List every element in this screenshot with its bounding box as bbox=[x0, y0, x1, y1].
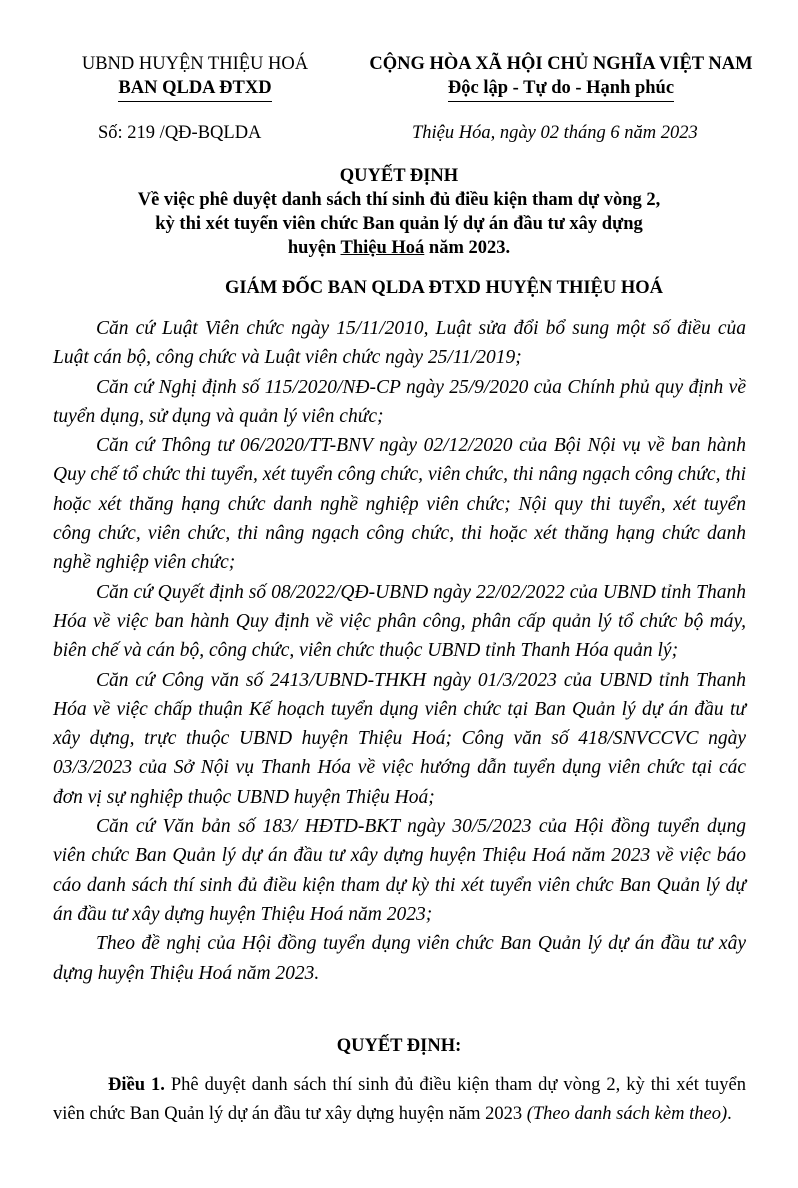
director-heading: GIÁM ĐỐC BAN QLDA ĐTXD HUYỆN THIỆU HOÁ bbox=[224, 278, 664, 298]
agency-name: BAN QLDA ĐTXD bbox=[118, 78, 272, 98]
decision-heading: QUYẾT ĐỊNH: bbox=[336, 1036, 462, 1056]
basis-paragraph: Căn cứ Luật Viên chức ngày 15/11/2010, Luật sửa đổi bổ sung một số điều của Luật cán bộ, công chức và Luật viên chức ngày 25/11/2019; bbox=[53, 318, 746, 369]
number-date-row bbox=[0, 121, 798, 145]
document-title bbox=[40, 164, 758, 260]
basis-paragraph: Căn cứ Thông tư 06/2020/TT-BNV ngày 02/12/2020 của Bội Nội vụ về ban hành Quy chế tổ chức thi tuyển, xét tuyển công chức, viên chức, thi nâng ngạch công chức, thi hoặc xét thăng hạng chức danh nghề nghiệp viên chức; Nội quy thi tuyển, xét tuyển công chức, viên chức, thi nâng ngạch công chức, thi hoặc xét thăng hạng chức danh nghề nghiệp viên chức; bbox=[53, 435, 746, 574]
basis-paragraph: Căn cứ Công văn số 2413/UBND-THKH ngày 01/3/2023 của UBND tỉnh Thanh Hóa về việc chấp thuận Kế hoạch tuyển dụng viên chức tại Ban Quản lý dự án đầu tư xây dựng, trực thuộc UBND huyện Thiệu Hoá; Công văn số 418/SNVCCVC ngày 03/3/2023 của Sở Nội vụ Thanh Hóa về việc hướng dẫn tuyển dụng viên chức tại các đơn vị sự nghiệp thuộc UBND huyện Thiệu Hoá; bbox=[53, 669, 746, 808]
title-line-1: Về việc phê duyệt danh sách thí sinh đủ điều kiện tham dự vòng 2, bbox=[137, 190, 661, 210]
title-line-3-pre: huyện bbox=[287, 238, 341, 258]
article-1-note: (Theo danh sách kèm theo) bbox=[526, 1103, 728, 1124]
country-name: CỘNG HÒA XÃ HỘI CHỦ NGHĨA VIỆT NAM bbox=[369, 54, 753, 74]
basis-paragraph: Căn cứ Văn bản số 183/ HĐTD-BKT ngày 30/5/2023 của Hội đồng tuyển dụng viên chức Ban Quản lý dự án đầu tư xây dựng huyện Thiệu Hoá năm 2023 về việc báo cáo danh sách thí sinh đủ điều kiện tham dự kỳ thi xét tuyển viên chức Ban Quản lý dự án đầu tư xây dựng huyện Thiệu Hoá năm 2023; bbox=[53, 816, 746, 925]
article-1-text: Phê duyệt danh sách thí sinh đủ điều kiện tham dự vòng 2, kỳ thi xét tuyển viên chức Ban Quản lý dự án đầu tư xây dựng huyện năm 2023 bbox=[53, 1075, 746, 1124]
title-line-3 bbox=[40, 236, 758, 260]
agency-parent: UBND HUYỆN THIỆU HOÁ bbox=[81, 54, 309, 74]
title-line-2: kỳ thi xét tuyển viên chức Ban quản lý dự án đầu tư xây dựng bbox=[155, 214, 643, 234]
motto: Độc lập - Tự do - Hạnh phúc bbox=[447, 78, 675, 98]
document-header bbox=[0, 52, 798, 102]
basis-paragraph: Căn cứ Nghị định số 115/2020/NĐ-CP ngày 25/9/2020 của Chính phủ quy định về tuyển dụng, sử dụng và quản lý viên chức; bbox=[53, 376, 746, 427]
legal-bases bbox=[53, 314, 746, 988]
title-line-3-underlined: Thiệu Hoá bbox=[340, 238, 425, 258]
article-1-label: Điều 1. bbox=[108, 1075, 165, 1095]
document-date: Thiệu Hóa, ngày 02 tháng 6 năm 2023 bbox=[412, 123, 698, 143]
article-1-end: . bbox=[727, 1103, 732, 1124]
basis-paragraph: Theo đề nghị của Hội đồng tuyển dụng viên chức Ban Quản lý dự án đầu tư xây dựng huyện Thiệu Hoá năm 2023. bbox=[53, 933, 746, 984]
title-main: QUYẾT ĐỊNH bbox=[339, 166, 459, 186]
title-line-3-post: năm 2023. bbox=[424, 238, 511, 258]
issuing-agency bbox=[50, 52, 340, 100]
article-1 bbox=[53, 1071, 746, 1128]
document-number: Số: 219 /QĐ-BQLDA bbox=[98, 123, 262, 143]
national-motto bbox=[345, 52, 777, 100]
basis-paragraph: Căn cứ Quyết định số 08/2022/QĐ-UBND ngày 22/02/2022 của UBND tỉnh Thanh Hóa về việc ban hành Quy định về việc phân công, phân cấp quản lý tổ chức bộ máy, biên chế và cán bộ, công chức, viên chức thuộc UBND tỉnh Thanh Hóa quản lý; bbox=[53, 581, 746, 662]
